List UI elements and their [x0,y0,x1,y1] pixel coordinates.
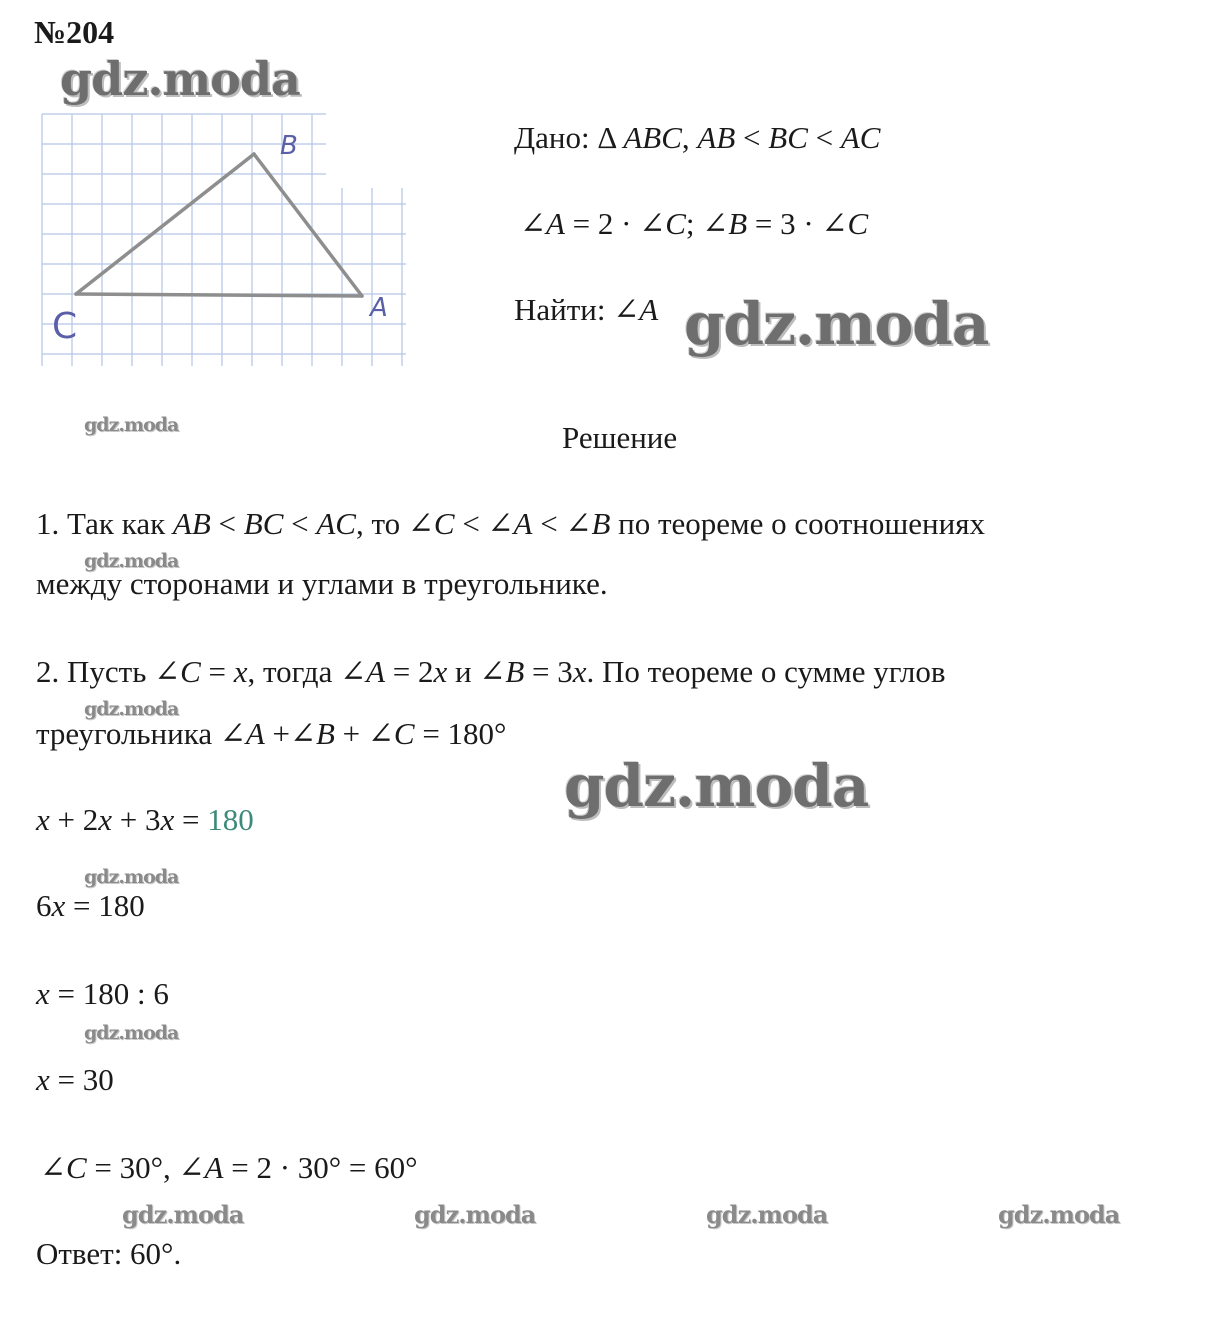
t: < ∠ [454,506,514,541]
t: = 30°, ∠ [86,1150,205,1185]
step-1-line-2: между сторонами и углами в треугольнике. [36,566,608,601]
t: по теореме о соотношениях [610,506,985,541]
seg-ab: AB [172,506,211,541]
lt: < [735,120,769,155]
angle-a: A [204,1150,224,1185]
t: = 180° [414,716,507,751]
var-x: x [572,654,587,689]
watermark: gdz.moda [998,1200,1120,1229]
grid-lines [42,114,406,366]
angle-a: A [513,506,533,541]
seg-bc: BC [243,506,284,541]
t: , тогда ∠ [247,654,367,689]
watermark: gdz.moda [84,414,179,436]
angle-a: A [245,716,265,751]
value-180: 180 [207,802,254,837]
t: треугольника ∠ [36,716,246,751]
t: и ∠ [447,654,506,689]
rel: = 2 · ∠ [564,206,666,241]
answer: Ответ: 60°. [36,1236,182,1271]
given-triangle: ABC [623,120,682,155]
sep: ; ∠ [685,206,729,241]
angle-sign: ∠ [520,206,546,241]
find-var: A [639,292,659,327]
vertex-a-label: A [370,293,388,323]
var-x: x [233,654,248,689]
step-2-line-1 [36,654,946,690]
angle-c: C [393,716,415,751]
angle-c: C [65,1150,87,1185]
watermark: gdz.moda [414,1200,536,1229]
t: = [174,802,208,837]
triangle-figure [36,110,416,377]
angle-b: B [315,716,335,751]
t: ∠ [40,1150,66,1185]
side-ba [254,154,362,296]
t: = 30 [49,1062,114,1097]
grid-drawing [36,110,416,372]
t: +∠ [264,716,316,751]
t: , то ∠ [356,506,434,541]
given-label: Дано: Δ [514,120,624,155]
sep: , [681,120,698,155]
watermark: gdz.moda [684,290,989,358]
var-x: x [36,976,50,1011]
angle-c: C [665,206,686,241]
vertex-c-label: C [52,306,78,347]
angle-b: B [728,206,748,241]
equation-4 [36,1062,114,1098]
var-x: x [51,888,66,923]
t: = [200,654,234,689]
final-angles [40,1150,418,1186]
t: + 3 [112,802,161,837]
t: 1. Так как [36,506,173,541]
var-x: x [160,802,175,837]
angle-b: B [505,654,525,689]
watermark: gdz.moda [84,550,179,572]
lt: < [807,120,841,155]
watermark: gdz.moda [84,698,179,720]
seg-ac: AC [316,506,356,541]
angle-c: C [180,654,201,689]
equation-2 [36,888,145,924]
t: = 180 : 6 [49,976,169,1011]
t: 2. Пусть ∠ [36,654,181,689]
angle-a: A [366,654,386,689]
t: = 180 [65,888,145,923]
given-line-2 [520,206,868,242]
triangle-abc [76,154,362,296]
solution-heading: Решение [562,420,678,455]
watermark: gdz.moda [84,866,179,888]
t: + 2 [49,802,99,837]
given-line-1 [514,120,881,156]
t: + ∠ [334,716,394,751]
t: < [283,506,317,541]
t: . По теореме о сумме углов [586,654,946,689]
seg-ab: AB [697,120,736,155]
vertex-b-label: B [280,131,298,161]
watermark: gdz.moda [706,1200,828,1229]
angle-b: B [591,506,611,541]
problem-number: №204 [34,14,115,50]
var-x: x [98,802,113,837]
t: = 3 [524,654,573,689]
var-x: x [433,654,448,689]
angle-c: C [847,206,869,241]
step-1-line-1 [36,506,985,542]
find-label: Найти: ∠ [514,292,640,327]
equation-3 [36,976,169,1012]
watermark: gdz.moda [60,52,300,106]
t: < ∠ [532,506,592,541]
side-cb [76,154,254,294]
step-2-line-2 [36,716,506,752]
t: < [210,506,244,541]
t: = 2 · 30° = 60° [223,1150,418,1185]
watermark: gdz.moda [564,752,869,820]
var-x: x [36,1062,50,1097]
equation-1 [36,802,254,838]
watermark: gdz.moda [122,1200,244,1229]
t: = 2 [385,654,434,689]
find-line [514,292,658,328]
angle-a: A [545,206,565,241]
seg-ac: AC [840,120,881,155]
var-x: x [36,802,50,837]
side-ca [76,294,362,296]
watermark: gdz.moda [84,1022,179,1044]
seg-bc: BC [768,120,808,155]
rel: = 3 · ∠ [747,206,848,241]
t: 6 [36,888,52,923]
angle-c: C [433,506,455,541]
